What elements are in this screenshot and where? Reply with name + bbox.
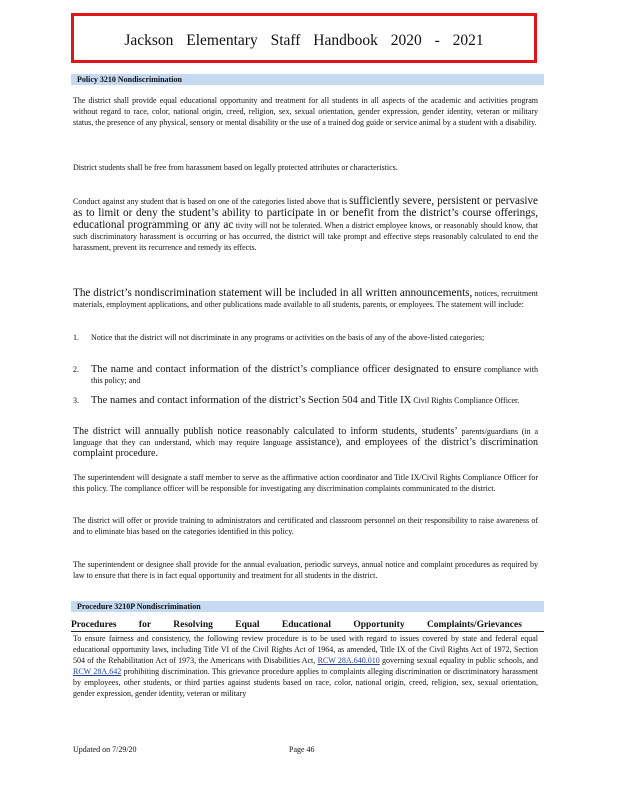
list-item-2: 2. The name and contact information of the district’s compliance officer designated to ensure compliance with this policy; and	[73, 364, 539, 385]
list-item-3: 3. The names and contact information of the district’s Section 504 and Title IX Civil Rights Compliance Officer.	[73, 395, 520, 406]
list-item-3-text-b: Civil Rights Compliance Officer.	[413, 396, 520, 405]
paragraph-training: The district will offer or provide training to administrators and certificated and classroom personnel on their responsibility to raise awareness of and to eliminate bias based on the categories identified in this policy.	[73, 516, 538, 536]
procedures-heading: Procedures for Resolving Equal Educational Opportunity Complaints/Grievances	[71, 619, 544, 632]
procedure-paragraph	[73, 633, 538, 699]
list-item-3-text-a: The names and contact information of the district’s Section 504 and Title IX	[91, 395, 412, 406]
statement-text-a: The district’s nondiscrimination statement will be included in all written announcements,	[73, 287, 473, 299]
annual-notice-text-a: The district will annually publish notice reasonably calculated to inform students, students’	[73, 426, 458, 437]
procedure-text-b: governing sexual equality in public schools, and	[381, 656, 539, 665]
conduct-text-a: Conduct against any student that is based on one of the categories listed above that is	[73, 197, 348, 206]
paragraph-compliance-officer: The superintendent will designate a staff member to serve as the affirmative action coordinator and Title IX/Civil Rights Compliance Officer for this policy. The compliance officer will be responsible for investigating any discrimination complaints communicated to the district.	[73, 473, 538, 493]
page-number: Page 46	[289, 745, 315, 754]
list-item-1: 1. Notice that the district will not discriminate in any programs or activities on the basis of any of the above-listed categories;	[73, 333, 485, 342]
conduct-text-b: sufficiently severe, persistent or pervasive as to limit or deny the student’s ability to participate in or benefit from the district’s course offerings, educational programming or any ac	[73, 195, 538, 231]
rcw-28a-642-link[interactable]: RCW 28A.642	[73, 667, 122, 676]
procedure-section-band: Procedure 3210P Nondiscrimination	[71, 601, 544, 612]
paragraph-harassment-free: District students shall be free from harassment based on legally protected attributes or characteristics.	[73, 163, 398, 172]
procedure-text-c: prohibiting discrimination. This grievance procedure applies to complaints alleging discrimination or discriminatory harassment by employees, other students, or third parties against students based on race, color, national origin, creed, religion, sex, sexual orientation, gender expression, gender identity, veteran or military	[73, 667, 539, 698]
handbook-title: Jackson Elementary Staff Handbook 2020 - 2021	[124, 32, 484, 49]
rcw-28a-640-010-link[interactable]: RCW 28A.640.010	[317, 656, 380, 665]
title-box	[71, 13, 537, 63]
procedure-text-a: To ensure fairness and consistency, the following review procedure is to be used with regard to issues covered by state and federal equal educational opportunity laws, including Title VI of the Civil Rights Act of 1964, as amended, Title IX of the Civil Rights Act of 1972, Section 504 of the Rehabilitation Act of 1973, the Americans with Disabilities Act,	[73, 634, 538, 665]
annual-notice-text-b: parents/guardians (in a language that they can understand, which may require language	[73, 427, 539, 447]
paragraph-equal-opportunity: The district shall provide equal educational opportunity and treatment for all students in all aspects of the academic and activities program without regard to race, color, national origin, creed, religion, sex, sexual orientation, gender expression, gender identity, veteran or military status, the presence of any physical, sensory or mental disability or the use of a trained dog guide or service animal by a student with a disability.	[73, 96, 538, 127]
statement-text-b: notices, recruitment materials, employment applications, and other publications made available to all students, parents, or employees. The statement will include:	[73, 289, 539, 309]
paragraph-statement	[73, 287, 538, 310]
paragraph-evaluation: The superintendent or designee shall provide for the annual evaluation, periodic surveys, annual notice and complaint procedures as required by law to ensure that there is in fact equal opportunity and treatment for all students in the district.	[73, 560, 538, 580]
annual-notice-text-c: assistance), and employees of the district’s discrimination complaint procedure.	[73, 437, 539, 459]
paragraph-conduct	[73, 195, 538, 253]
conduct-text-c: tivity will not be tolerated. When a district employee knows, or reasonably should know, that such discriminatory harassment is occurring or has occurred, the district will take prompt and effective steps reasonably calculated to end the harassment, prevent its recurrence and remedy its effects.	[73, 221, 539, 252]
list-item-2-text-b: compliance with this policy; and	[91, 365, 539, 385]
updated-date: Updated on 7/29/20	[73, 745, 137, 754]
policy-section-band: Policy 3210 Nondiscrimination	[71, 74, 544, 85]
list-item-2-text-a: The name and contact information of the district’s compliance officer designated to ensure	[91, 364, 482, 375]
paragraph-annual-notice	[73, 426, 538, 459]
